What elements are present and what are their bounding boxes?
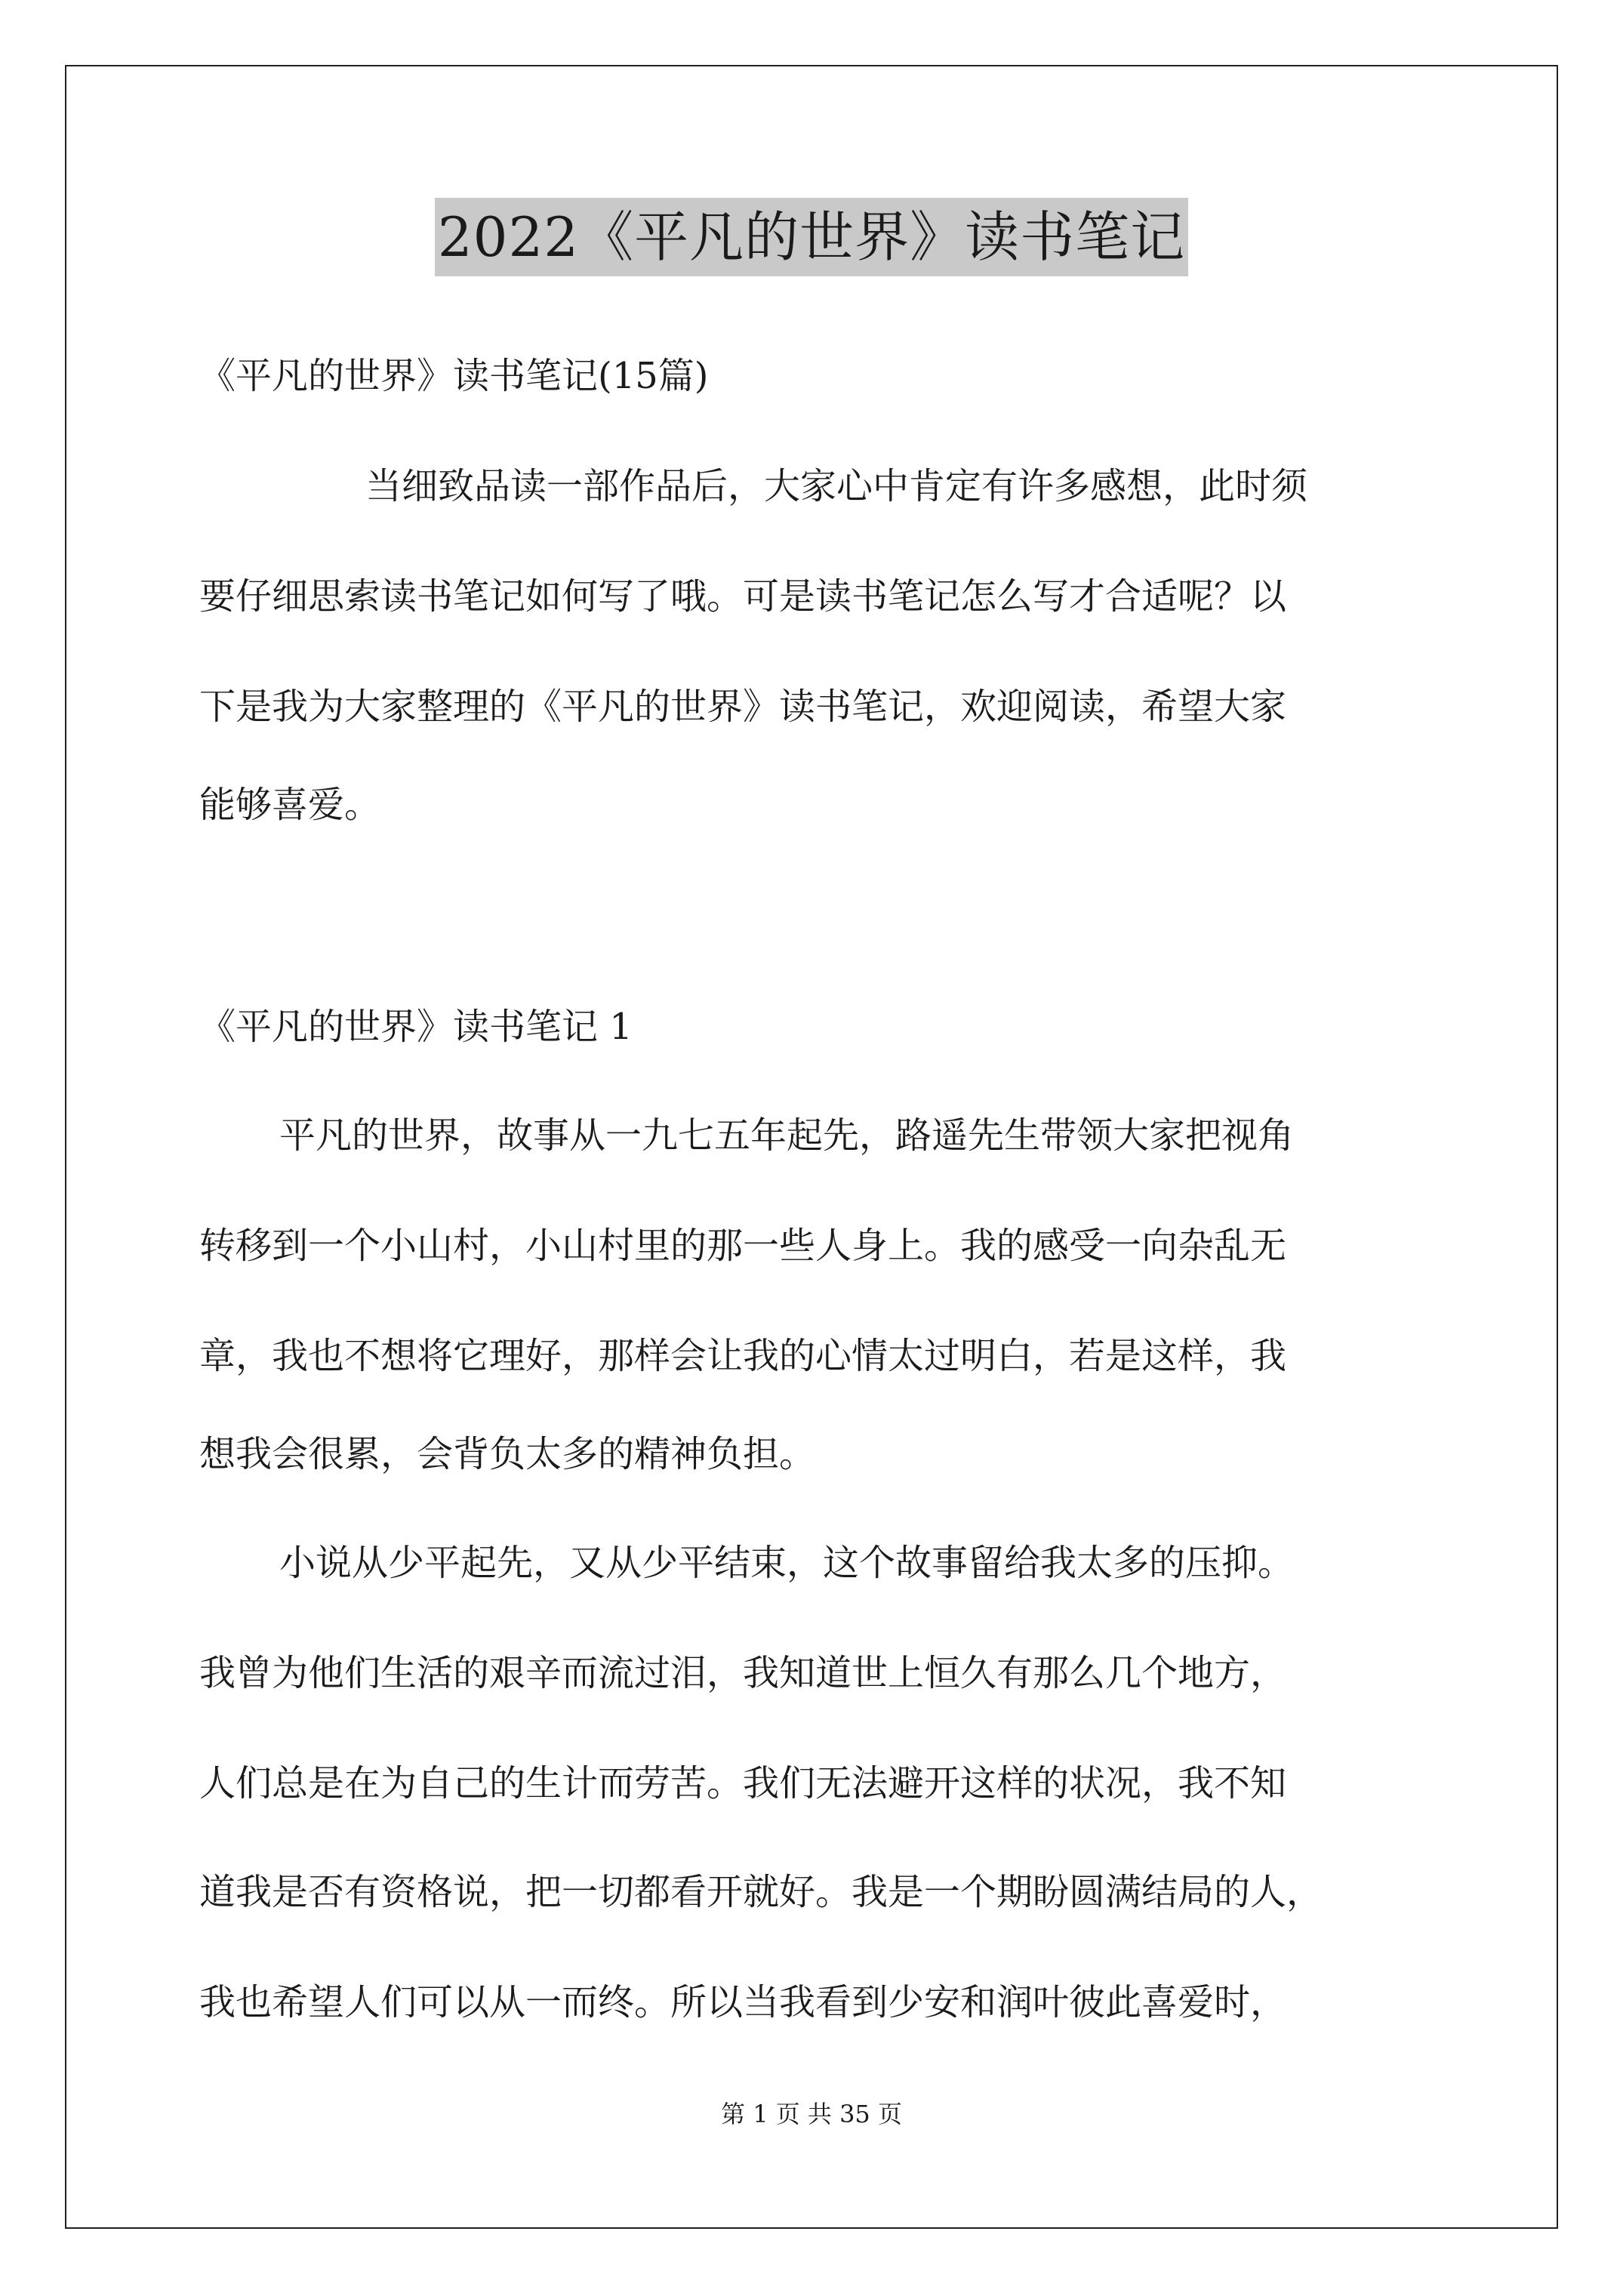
page-footer: 第 1 页 共 35 页 xyxy=(721,2100,902,2128)
paragraph-line: 想我会很累，会背负太多的精神负担。 xyxy=(199,1433,816,1475)
intro-line: 下是我为大家整理的《平凡的世界》读书笔记，欢迎阅读，希望大家 xyxy=(199,686,1287,728)
paragraph-line: 转移到一个小山村，小山村里的那一些人身上。我的感受一向杂乱无 xyxy=(199,1225,1287,1267)
paragraph-line: 平凡的世界，故事从一九七五年起先，路遥先生带领大家把视角 xyxy=(279,1114,1295,1157)
paragraph-line: 人们总是在为自己的生计而劳苦。我们无法避开这样的状况，我不知 xyxy=(199,1762,1287,1804)
paragraph-line: 小说从少平起先，又从少平结束，这个故事留给我太多的压抑。 xyxy=(279,1542,1295,1584)
paragraph-line: 我曾为他们生活的艰辛而流过泪，我知道世上恒久有那么几个地方， xyxy=(199,1652,1287,1694)
intro-line: 当细致品读一部作品后，大家心中肯定有许多感想，此时须 xyxy=(365,465,1308,507)
paragraph-line: 章，我也不想将它理好，那样会让我的心情太过明白，若是这样，我 xyxy=(199,1335,1287,1377)
intro-line: 要仔细思索读书笔记如何写了哦。可是读书笔记怎么写才合适呢？以 xyxy=(199,575,1287,618)
paragraph-line: 我也希望人们可以从一而终。所以当我看到少安和润叶彼此喜爱时， xyxy=(199,1981,1287,2023)
intro-line: 能够喜爱。 xyxy=(199,784,381,826)
paragraph-line: 道我是否有资格说，把一切都看开就好。我是一个期盼圆满结局的人， xyxy=(199,1871,1323,1913)
document-title: 2022《平凡的世界》读书笔记 xyxy=(435,198,1188,276)
title-container xyxy=(0,198,1623,276)
document-subtitle: 《平凡的世界》读书笔记(15篇) xyxy=(199,355,709,397)
section-heading: 《平凡的世界》读书笔记 1 xyxy=(199,1006,633,1048)
